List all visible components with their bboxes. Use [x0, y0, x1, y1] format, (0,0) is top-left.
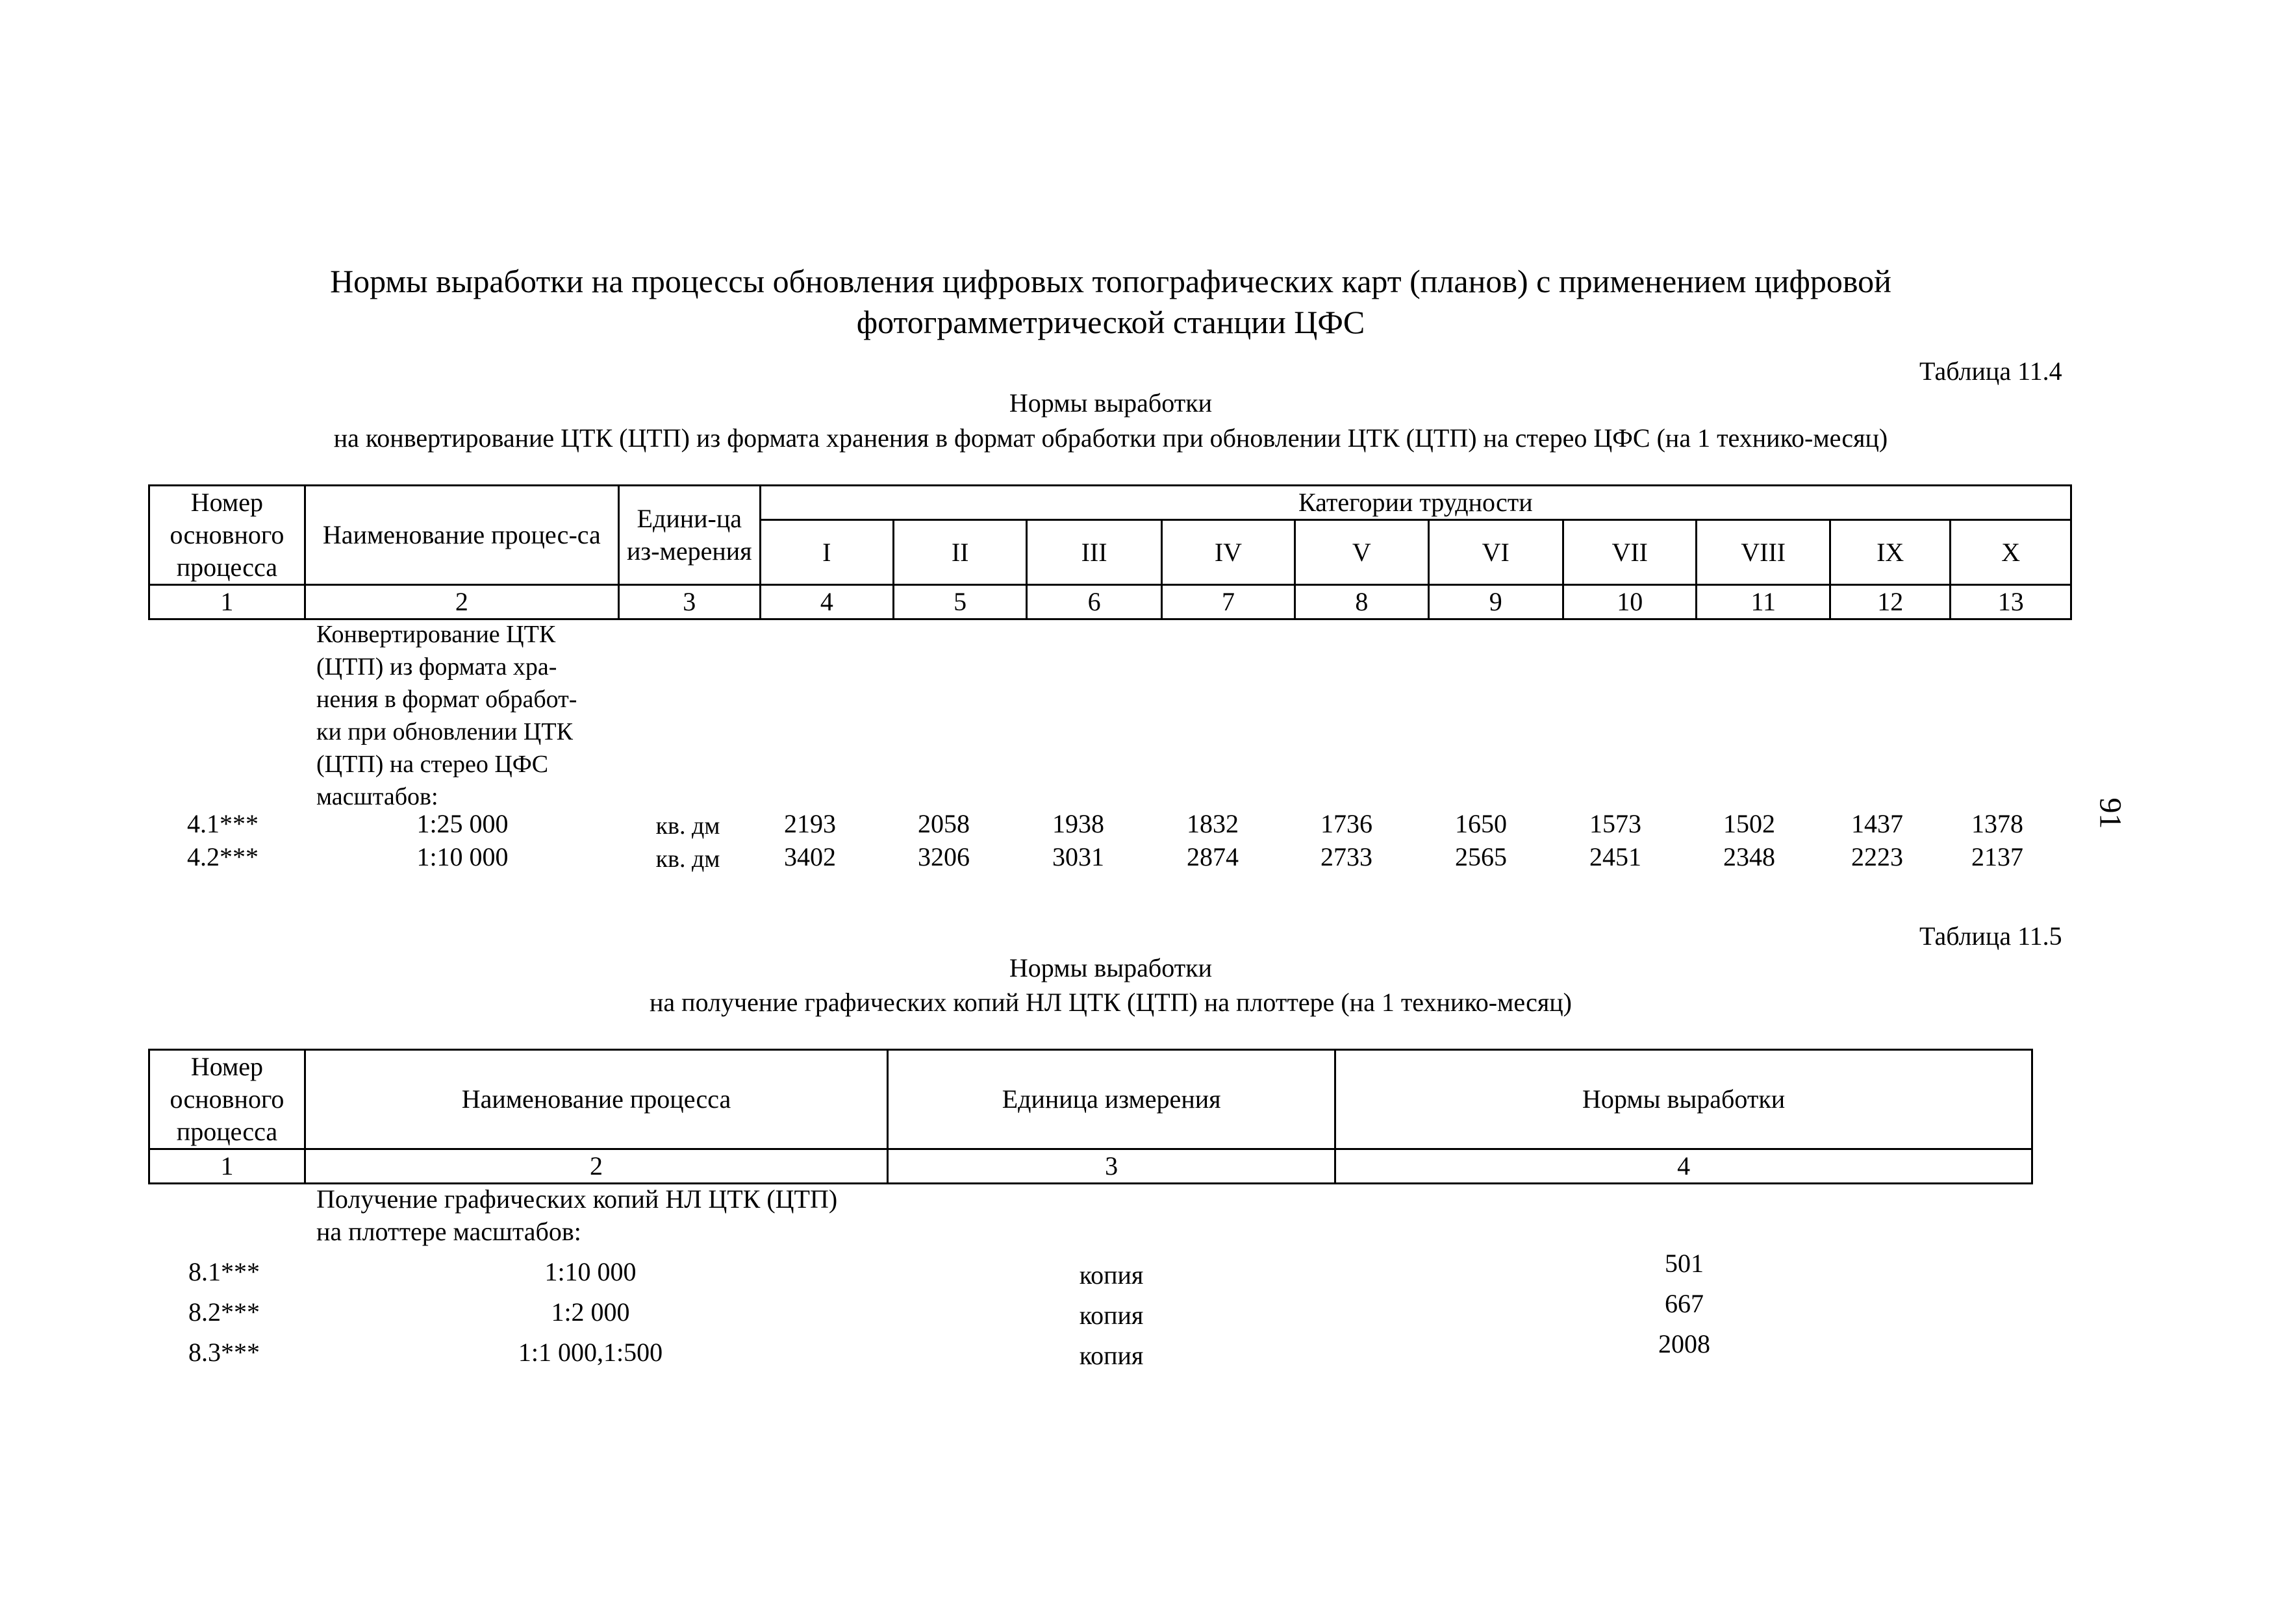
- description-line: (ЦТП) из формата хра-: [316, 653, 557, 681]
- description-line: (ЦТП) на стерео ЦФС: [316, 751, 549, 778]
- description-line: на плоттере масштабов:: [316, 1217, 581, 1246]
- column-number: 2: [305, 1149, 887, 1184]
- process-description: [316, 1183, 837, 1248]
- page-number: 91: [2093, 797, 2128, 829]
- table-caption: на получение графических копий НЛ ЦТК (ЦТП) на плоттере (на 1 технико-месяц): [650, 988, 1572, 1017]
- header-process-name: Наименование процес-са: [305, 486, 618, 585]
- row-scale: 1:1 000,1:500: [518, 1338, 663, 1367]
- page-title-line2: фотограмметрической станции ЦФС: [856, 304, 1365, 340]
- row-value: 667: [1665, 1289, 1704, 1318]
- description-line: масштабов:: [316, 783, 438, 810]
- description-line: Получение графических копий НЛ ЦТК (ЦТП): [316, 1184, 838, 1214]
- row-value: 1378: [1971, 809, 2023, 838]
- table-header: [148, 484, 2072, 620]
- row-unit: кв. дм: [655, 812, 720, 840]
- row-unit: кв. дм: [655, 845, 720, 873]
- header-category: VI: [1428, 520, 1563, 585]
- row-value: 2733: [1320, 842, 1372, 871]
- column-number: 1: [149, 1149, 305, 1184]
- column-number: 4: [1335, 1149, 2032, 1184]
- process-description: [316, 618, 577, 813]
- description-line: Конвертирование ЦТК: [316, 621, 556, 648]
- header-unit: Едини-ца из-мерения: [618, 486, 760, 585]
- header-category: IV: [1161, 520, 1295, 585]
- row-value: 2348: [1723, 842, 1775, 871]
- column-number: 10: [1563, 585, 1696, 619]
- header-unit: Единица измерения: [887, 1050, 1335, 1149]
- header-categories: Категории трудности: [760, 486, 2071, 520]
- table-caption: на конвертирование ЦТК (ЦТП) из формата хранения в формат обработки при обновлении ЦТК (ЦТП) на стерео ЦФС (на 1 технико-месяц): [333, 423, 1888, 453]
- header-category: X: [1951, 520, 2071, 585]
- header-process-name: Наименование процесса: [305, 1050, 887, 1149]
- row-scale: 1:10 000: [416, 842, 509, 871]
- header-process-number: Номер основного процесса: [149, 486, 305, 585]
- header-norms: Нормы выработки: [1335, 1050, 2032, 1149]
- row-process-number: 4.2***: [187, 842, 259, 871]
- header-process-number: Номер основного процесса: [149, 1050, 305, 1149]
- row-process-number: 8.3***: [188, 1338, 260, 1367]
- row-value: 2137: [1971, 842, 2023, 871]
- column-number: 1: [149, 585, 305, 619]
- header-category: IX: [1830, 520, 1950, 585]
- table-caption-title: Нормы выработки: [1009, 388, 1213, 418]
- row-value: 1832: [1187, 809, 1239, 838]
- row-value: 3031: [1052, 842, 1104, 871]
- header-category: I: [760, 520, 893, 585]
- row-value: 2874: [1187, 842, 1239, 871]
- row-unit: копия: [1079, 1260, 1144, 1290]
- column-number: 5: [894, 585, 1027, 619]
- row-value: 1736: [1320, 809, 1372, 838]
- row-unit: копия: [1079, 1301, 1144, 1330]
- column-number: 13: [1951, 585, 2071, 619]
- row-value: 2223: [1851, 842, 1903, 871]
- row-value: 2565: [1455, 842, 1507, 871]
- row-scale: 1:25 000: [416, 809, 509, 838]
- header-category: II: [894, 520, 1027, 585]
- row-value: 3402: [784, 842, 836, 871]
- header-category: III: [1027, 520, 1161, 585]
- table-label: Таблица 11.5: [1919, 921, 2062, 951]
- table-header: [148, 1049, 2033, 1184]
- header-category: VIII: [1697, 520, 1830, 585]
- column-number: 3: [618, 585, 760, 619]
- description-line: ки при обновлении ЦТК: [316, 718, 573, 745]
- description-line: нения в формат обработ-: [316, 686, 577, 713]
- row-value: 1573: [1589, 809, 1641, 838]
- header-category: VII: [1563, 520, 1696, 585]
- row-process-number: 4.1***: [187, 809, 259, 838]
- row-value: 2451: [1589, 842, 1641, 871]
- row-value: 2193: [784, 809, 836, 838]
- column-number: 6: [1027, 585, 1161, 619]
- row-value: 3206: [918, 842, 970, 871]
- row-process-number: 8.2***: [188, 1297, 260, 1327]
- row-unit: копия: [1079, 1341, 1144, 1370]
- row-value: 1650: [1455, 809, 1507, 838]
- column-number: 4: [760, 585, 893, 619]
- row-value: 2008: [1658, 1329, 1710, 1358]
- column-number: 8: [1295, 585, 1428, 619]
- row-process-number: 8.1***: [188, 1257, 260, 1286]
- row-value: 2058: [918, 809, 970, 838]
- row-scale: 1:2 000: [551, 1297, 630, 1327]
- header-category: V: [1295, 520, 1428, 585]
- column-number: 11: [1697, 585, 1830, 619]
- page-title-line1: Нормы выработки на процессы обновления цифровых топографических карт (планов) с применением цифровой: [330, 263, 1891, 299]
- table-label: Таблица 11.4: [1919, 356, 2062, 386]
- row-value: 1502: [1723, 809, 1775, 838]
- column-number: 3: [887, 1149, 1335, 1184]
- row-value: 501: [1665, 1249, 1704, 1278]
- row-value: 1437: [1851, 809, 1903, 838]
- table-caption-title: Нормы выработки: [1009, 953, 1213, 982]
- column-number: 12: [1830, 585, 1950, 619]
- row-value: 1938: [1052, 809, 1104, 838]
- column-number: 2: [305, 585, 618, 619]
- column-number: 7: [1161, 585, 1295, 619]
- column-number: 9: [1428, 585, 1563, 619]
- row-scale: 1:10 000: [544, 1257, 637, 1286]
